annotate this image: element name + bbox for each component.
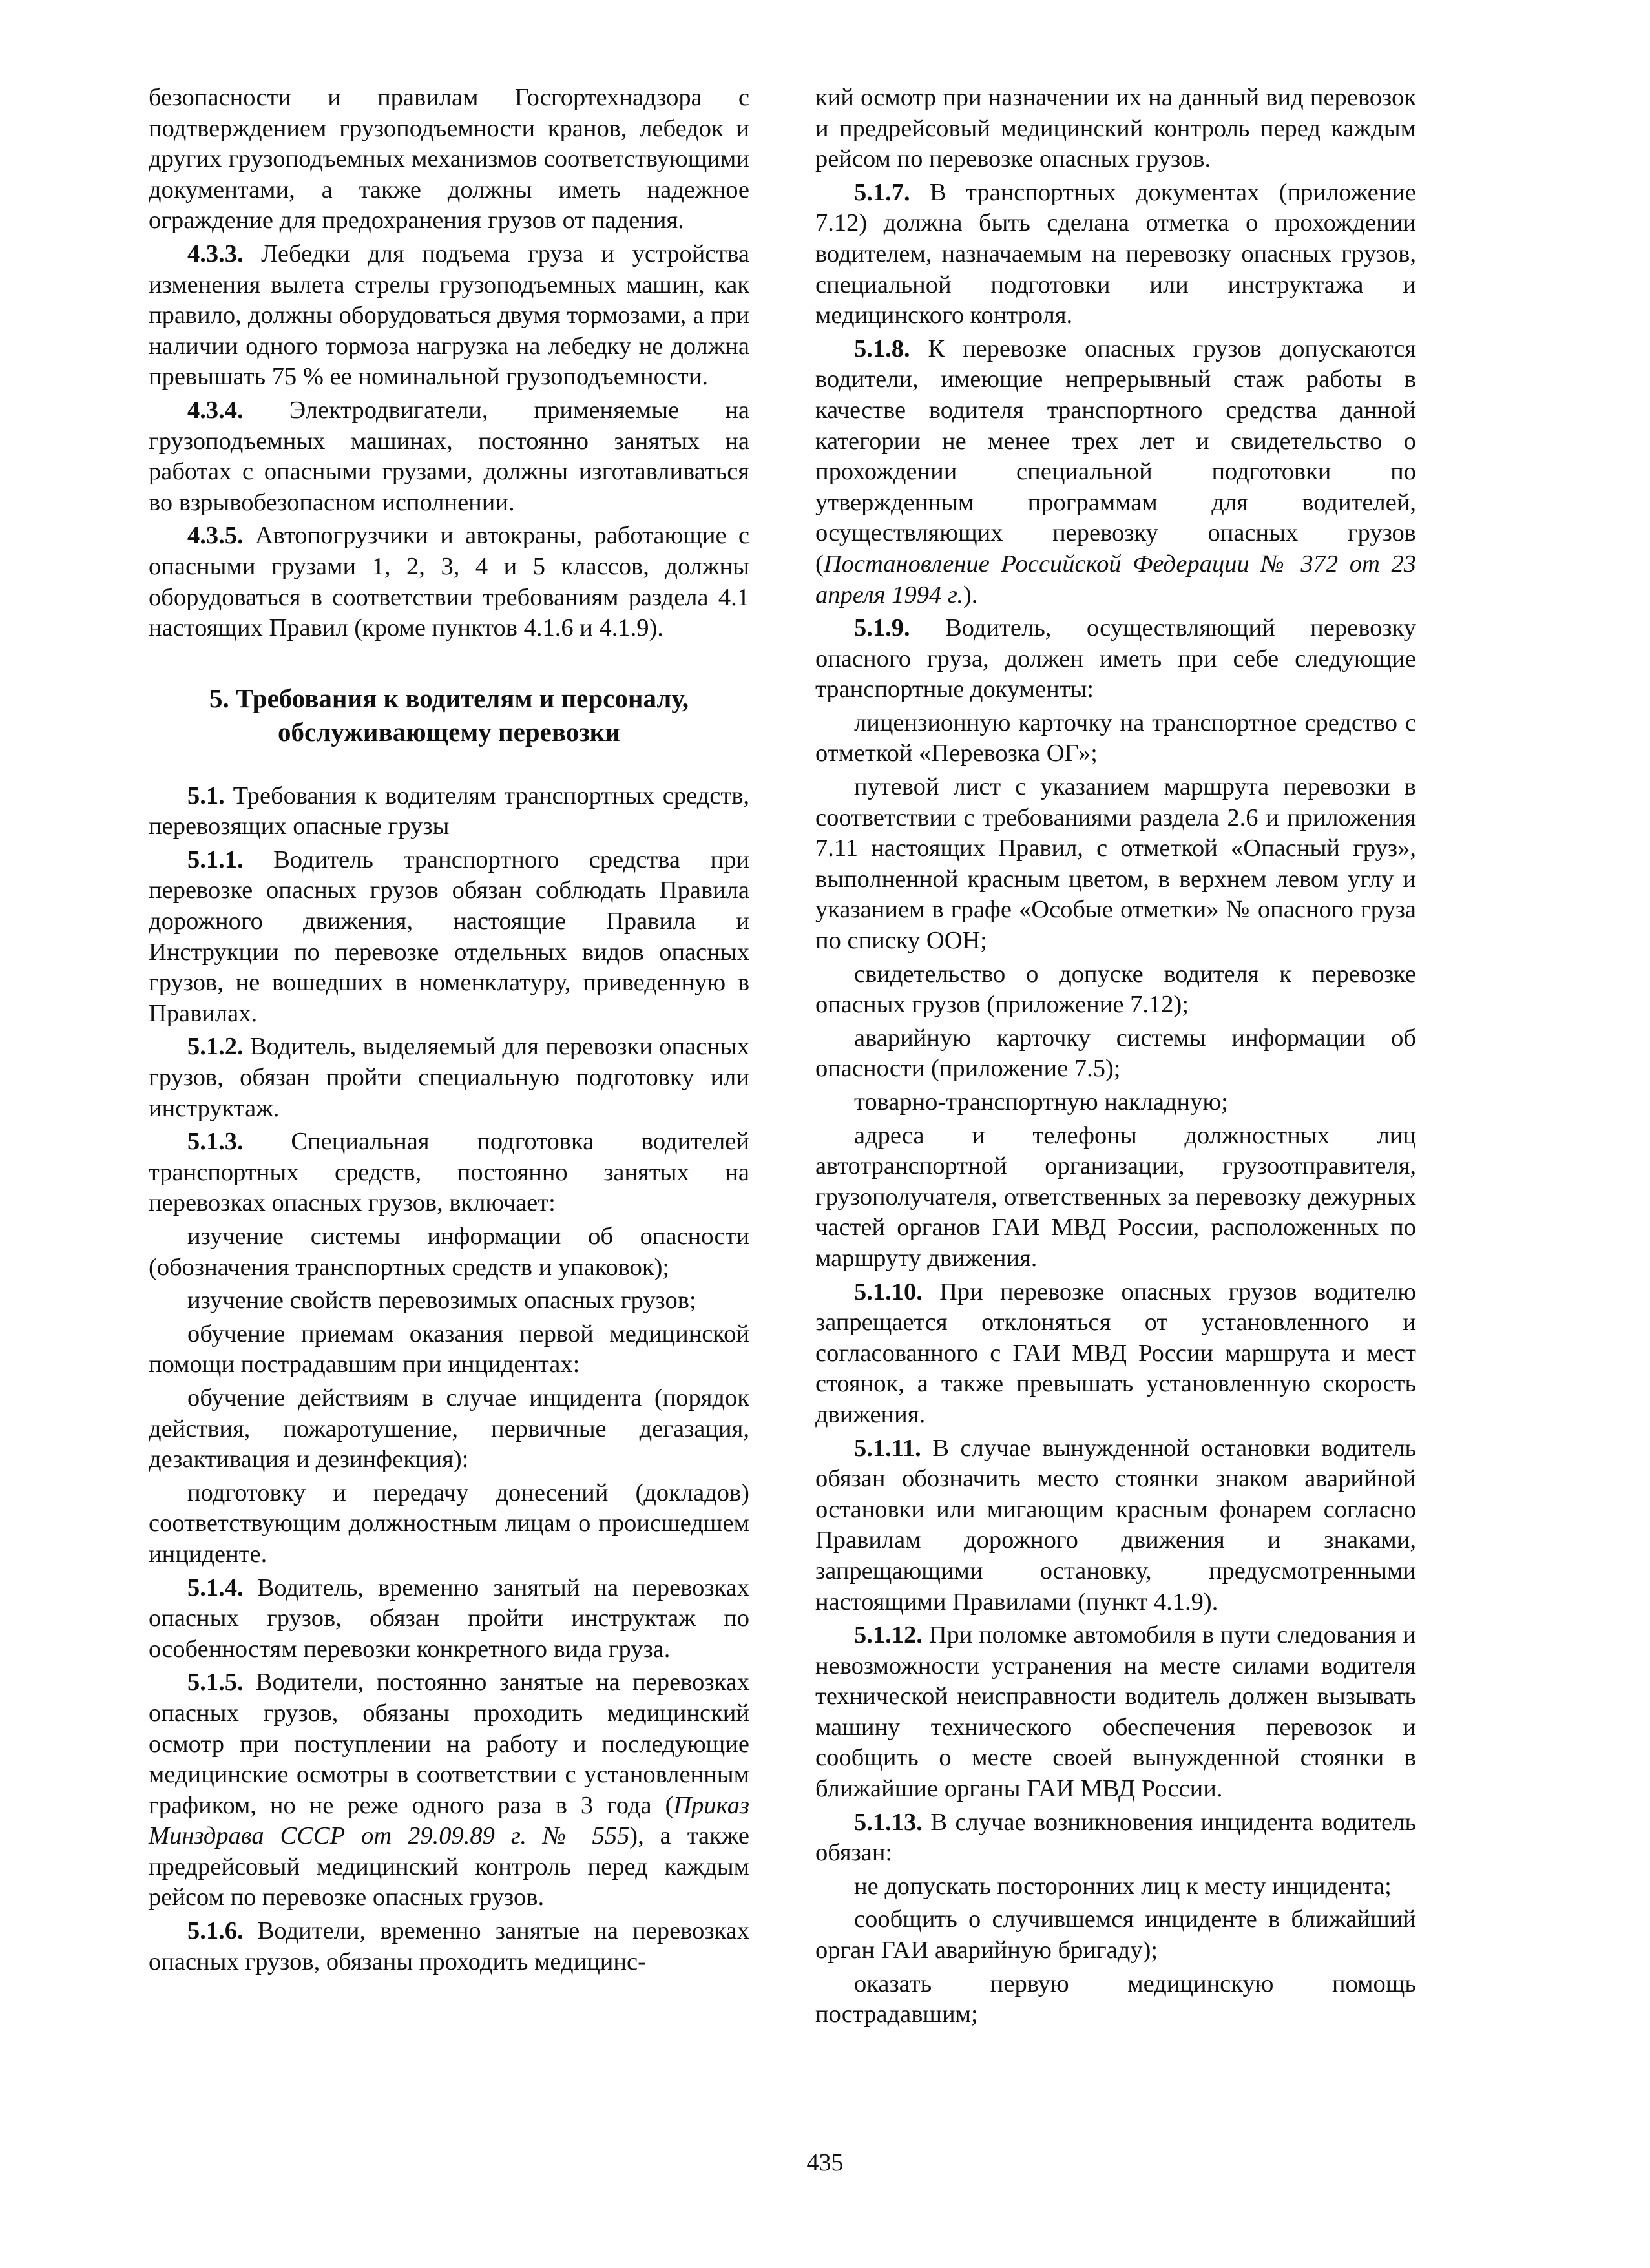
clause-number: 5.1.4. bbox=[187, 1574, 244, 1601]
clause-text: К перевозке опасных грузов допускаются водители, имеющие непрерывный стаж работы в качестве водителя транспортного средства данной категории не менее трех лет и свидетельство о прохождении специальной подготовки по утвержденным программам для водителей, осуществляющих перевозку опасных грузов ( bbox=[815, 335, 1416, 577]
list-item: обучение приемам оказания первой медицинской помощи пострадавшим при инцидентах: bbox=[149, 1320, 749, 1378]
clause-number: 5.1.3. bbox=[187, 1128, 244, 1156]
clause-number: 4.3.4. bbox=[187, 396, 244, 424]
section-heading-line-1: 5. Требования к водителям и персоналу, bbox=[209, 683, 689, 713]
paragraph-5-1-6 bbox=[149, 1916, 749, 1977]
clause-number: 5.1.2. bbox=[187, 1033, 244, 1061]
action-list-item: оказать первую медицинскую помощь пострадавшим; bbox=[815, 1970, 1416, 2028]
paragraph-5-1-1 bbox=[149, 845, 749, 1030]
clause-number: 5.1.12. bbox=[854, 1621, 923, 1649]
clause-number: 5.1.1. bbox=[187, 846, 244, 873]
clause-text: В случае вынужденной остановки водитель обязан обозначить место стоянки знаком аварийной остановки или мигающим красным фонарем согласно Правилам дорожного движения и знаками, запрещающими остановку, предусмотренными настоящими Правилами (пункт 4.1.9). bbox=[815, 1434, 1416, 1616]
paragraph-5-1-12 bbox=[815, 1620, 1416, 1805]
section-heading-line-2: обслуживающему перевозки bbox=[278, 716, 620, 747]
clause-text: В случае возникновения инцидента водитель обязан: bbox=[815, 1808, 1416, 1867]
clause-number: 5.1.8. bbox=[854, 335, 910, 362]
paragraph-5-1-13 bbox=[815, 1807, 1416, 1869]
document-list-item: аварийную карточку системы информации об опасности (приложение 7.5); bbox=[815, 1024, 1416, 1083]
clause-text: При перевозке опасных грузов водителю запрещается отклоняться от установленного и согласованного с ГАИ МВД России маршрута и мест стоянок, а также превышать установленную скорость движения. bbox=[815, 1278, 1416, 1428]
clause-text: В транспортных документах (приложение 7.12) должна быть сделана отметка о прохождении водителем, назначаемым на перевозку опасных грузов, специальной подготовки или инструктажа и медицинского контроля. bbox=[815, 178, 1416, 329]
paragraph-4-3-3 bbox=[149, 239, 749, 393]
section-heading bbox=[149, 681, 749, 749]
document-list-item: товарно-транспортную накладную; bbox=[854, 1088, 1228, 1116]
right-column bbox=[815, 83, 1416, 2030]
clause-text: Водители, временно занятые на перевозках опасных грузов, обязаны проходить медицинс- bbox=[149, 1917, 749, 1975]
document-list-item: адреса и телефоны должностных лиц автотранспортной организации, грузоотправителя, грузополучателя, ответственных за перевозку дежурных частей органов ГАИ МВД России, расположенных по маршруту движения. bbox=[815, 1121, 1416, 1272]
clause-number: 5.1.7. bbox=[854, 178, 910, 206]
paragraph-5-1 bbox=[149, 781, 749, 842]
page-number: 435 bbox=[806, 2149, 844, 2176]
clause-number: 5.1.9. bbox=[854, 614, 910, 642]
paragraph-continuation: кий осмотр при назначении их на данный вид перевозок и предрейсовый медицинский контроль перед каждым рейсом по перевозке опасных грузов. bbox=[815, 84, 1416, 173]
clause-text: Электродвигатели, применяемые на грузоподъемных машинах, постоянно занятых на работах с опасными грузами, должны изготавливаться во взрывобезопасном исполнении. bbox=[149, 396, 749, 516]
clause-text: Водитель транспортного средства при перевозке опасных грузов обязан соблюдать Правила дорожного движения, настоящие Правила и Инструкции по перевозке отдельных видов опасных грузов, не вошедших в номенклатуру, приведенную в Правилах. bbox=[149, 846, 749, 1027]
left-column bbox=[149, 83, 749, 1977]
clause-number: 5.1.5. bbox=[187, 1669, 244, 1696]
clause-number: 5.1.13. bbox=[854, 1808, 923, 1836]
action-list-item: не допускать посторонних лиц к месту инцидента; bbox=[854, 1872, 1392, 1900]
clause-text: Водитель, выделяемый для перевозки опасных грузов, обязан пройти специальную подготовку или инструктаж. bbox=[149, 1033, 749, 1122]
list-item: изучение системы информации об опасности (обозначения транспортных средств и упаковок); bbox=[149, 1223, 749, 1281]
paragraph-5-1-7 bbox=[815, 178, 1416, 331]
paragraph-5-1-2 bbox=[149, 1032, 749, 1124]
clause-text-tail: ). bbox=[963, 581, 978, 609]
clause-number: 5.1.10. bbox=[854, 1278, 923, 1306]
paragraph-5-1-3 bbox=[149, 1127, 749, 1219]
paragraph-5-1-5 bbox=[149, 1667, 749, 1913]
document-list-item: путевой лист с указанием маршрута перевозки в соответствии с требованиями раздела 2.6 и приложения 7.11 настоящих Правил, с отметкой «Опасный груз», выполненной красным цветом, в верхнем левом углу и указанием в графе «Особые отметки» № опасного груза по списку ООН; bbox=[815, 773, 1416, 955]
paragraph-5-1-9 bbox=[815, 613, 1416, 705]
clause-text: Требования к водителям транспортных средств, перевозящих опасные грузы bbox=[149, 782, 749, 840]
paragraph-4-3-5 bbox=[149, 521, 749, 643]
clause-number: 4.3.5. bbox=[187, 522, 244, 550]
paragraph-4-3-4 bbox=[149, 395, 749, 518]
list-item: обучение действиям в случае инцидента (порядок действия, пожаротушение, первичные дегазация, дезактивация и дезинфекция): bbox=[149, 1384, 749, 1473]
paragraph-5-1-10 bbox=[815, 1277, 1416, 1431]
list-item: подготовку и передачу донесений (докладов) соответствующим должностным лицам о происшедшем инциденте. bbox=[149, 1479, 749, 1568]
clause-text: Специальная подготовка водителей транспортных средств, постоянно занятых на перевозках опасных грузов, включает: bbox=[149, 1128, 749, 1217]
document-list-item: лицензионную карточку на транспортное средство с отметкой «Перевозка ОГ»; bbox=[815, 709, 1416, 767]
clause-text-tail: ), а также предрейсовый медицинский контроль перед каждым рейсом по перевозке опасных грузов. bbox=[149, 1822, 749, 1911]
clause-number: 5.1.6. bbox=[187, 1917, 244, 1945]
clause-text: Водитель, временно занятый на перевозках опасных грузов, обязан пройти инструктаж по особенностям перевозки конкретного вида груза. bbox=[149, 1574, 749, 1663]
paragraph-5-1-11 bbox=[815, 1433, 1416, 1618]
clause-text: При поломке автомобиля в пути следования и невозможности устранения на месте силами водителя технической неисправности водитель должен вызывать машину технического обеспечения перевозок и сообщить о месте своей вынужденной стоянки в ближайшие органы ГАИ МВД России. bbox=[815, 1621, 1416, 1803]
paragraph-5-1-8 bbox=[815, 334, 1416, 610]
clause-text: Водитель, осуществляющий перевозку опасного груза, должен иметь при себе следующие транспортные документы: bbox=[815, 614, 1416, 703]
clause-number: 4.3.3. bbox=[187, 240, 244, 267]
paragraph-continuation: безопасности и правилам Госгортехнадзора с подтверждением грузоподъемности кранов, лебедок и других грузоподъемных механизмов соответствующими документами, а также должны иметь надежное ограждение для предохранения грузов от падения. bbox=[149, 84, 749, 234]
action-list-item: сообщить о случившемся инциденте в ближайший орган ГАИ аварийную бригаду); bbox=[815, 1906, 1416, 1964]
list-item: изучение свойств перевозимых опасных грузов; bbox=[187, 1287, 696, 1315]
clause-text: Водители, постоянно занятые на перевозках опасных грузов, обязаны проходить медицинский осмотр при поступлении на работу и последующие медицинские осмотры в соответствии с установленным графиком, но не реже одного раза в 3 года ( bbox=[149, 1669, 749, 1819]
paragraph-5-1-4 bbox=[149, 1573, 749, 1665]
legal-reference: Приказ Минздрава СССР от 29.09.89 г. № 555 bbox=[149, 1791, 749, 1850]
clause-text: Автопогрузчики и автокраны, работающие с опасными грузами 1, 2, 3, 4 и 5 классов, должны оборудоваться в соответствии требованиям раздела 4.1 настоящих Правил (кроме пунктов 4.1.6 и 4.1.9). bbox=[149, 522, 749, 642]
clause-text: Лебедки для подъема груза и устройства изменения вылета стрелы грузоподъемных машин, как правило, должны оборудоваться двумя тормозами, а при наличии одного тормоза нагрузка на лебедку не должна превышать 75 % ее номинальной грузоподъемности. bbox=[149, 240, 749, 391]
clause-number: 5.1.11. bbox=[854, 1434, 921, 1462]
clause-number: 5.1. bbox=[187, 782, 225, 809]
document-list-item: свидетельство о допуске водителя к перевозке опасных грузов (приложение 7.12); bbox=[815, 960, 1416, 1019]
legal-reference: Постановление Российской Федерации № 372 от 23 апреля 1994 г. bbox=[815, 550, 1416, 609]
